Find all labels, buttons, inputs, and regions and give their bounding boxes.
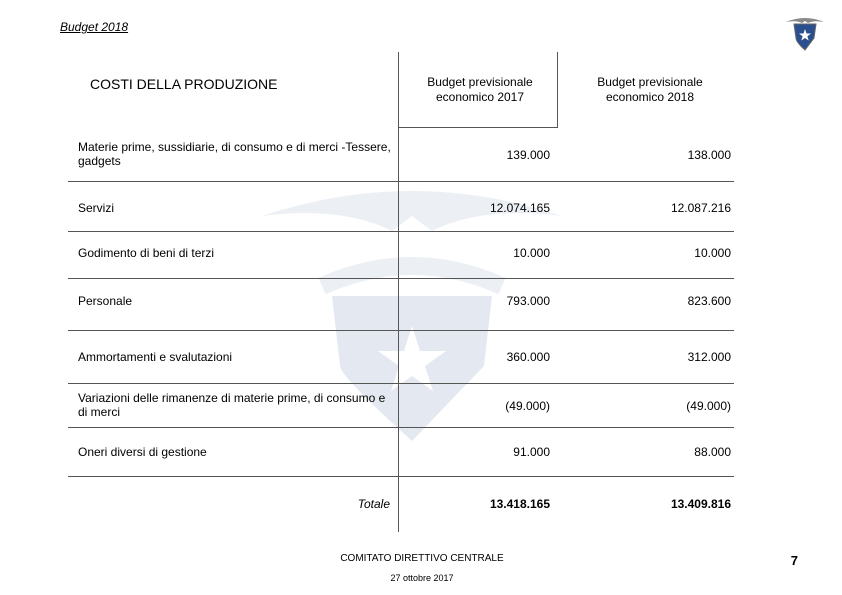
row-separator: [68, 278, 734, 279]
row-separator: [68, 383, 734, 384]
table-row-label: Oneri diversi di gestione: [78, 445, 207, 459]
table-cell-2018: 138.000: [687, 148, 731, 162]
total-label: Totale: [357, 497, 390, 511]
section-title: COSTI DELLA PRODUZIONE: [90, 76, 278, 92]
table-cell-2017: 793.000: [506, 294, 550, 308]
footer-date: 27 ottobre 2017: [390, 573, 454, 583]
table-cell-2017: 139.000: [506, 148, 550, 162]
table-cell-2017: 10.000: [513, 246, 550, 260]
table-vertical-rule-1: [398, 52, 399, 532]
table-header-rule: [398, 127, 558, 128]
table-cell-2018: 12.087.216: [670, 201, 731, 215]
row-separator: [68, 330, 734, 331]
row-separator: [68, 476, 734, 477]
table-row-label: Materie prime, sussidiarie, di consumo e di merci -Tessere, gadgets: [78, 140, 391, 168]
row-separator: [68, 231, 734, 232]
table-cell-2018: 312.000: [687, 350, 731, 364]
table-cell-2017: 91.000: [513, 445, 550, 459]
row-separator: [68, 427, 734, 428]
table-cell-2018: 823.600: [687, 294, 731, 308]
table-cell-2017: (49.000): [505, 399, 550, 413]
table-cell-2018: (49.000): [686, 399, 731, 413]
table-row-label: Ammortamenti e svalutazioni: [78, 350, 233, 364]
footer-organization: COMITATO DIRETTIVO CENTRALE: [340, 553, 504, 564]
table-row-label: Variazioni delle rimanenze di materie prime, di consumo e di merci: [78, 391, 386, 419]
table-cell-2018: 88.000: [694, 445, 731, 459]
table-cell-2018: 10.000: [694, 246, 731, 260]
table-cell-2017: 12.074.165: [489, 201, 550, 215]
cai-logo-icon: [784, 14, 826, 52]
table-cell-2017: 360.000: [506, 350, 550, 364]
total-2017: 13.418.165: [489, 497, 550, 511]
total-2018: 13.409.816: [670, 497, 731, 511]
table-vertical-rule-2: [557, 52, 558, 128]
page-header-title: Budget 2018: [60, 20, 129, 34]
table-row-label: Godimento di beni di terzi: [78, 246, 215, 260]
table-row-label: Servizi: [78, 201, 115, 215]
row-separator: [68, 181, 734, 182]
column-header-2017: Budget previsionale economico 2017: [427, 75, 533, 104]
page-number: 7: [790, 553, 798, 568]
column-header-2018: Budget previsionale economico 2018: [597, 75, 703, 104]
table-row-label: Personale: [78, 294, 133, 308]
